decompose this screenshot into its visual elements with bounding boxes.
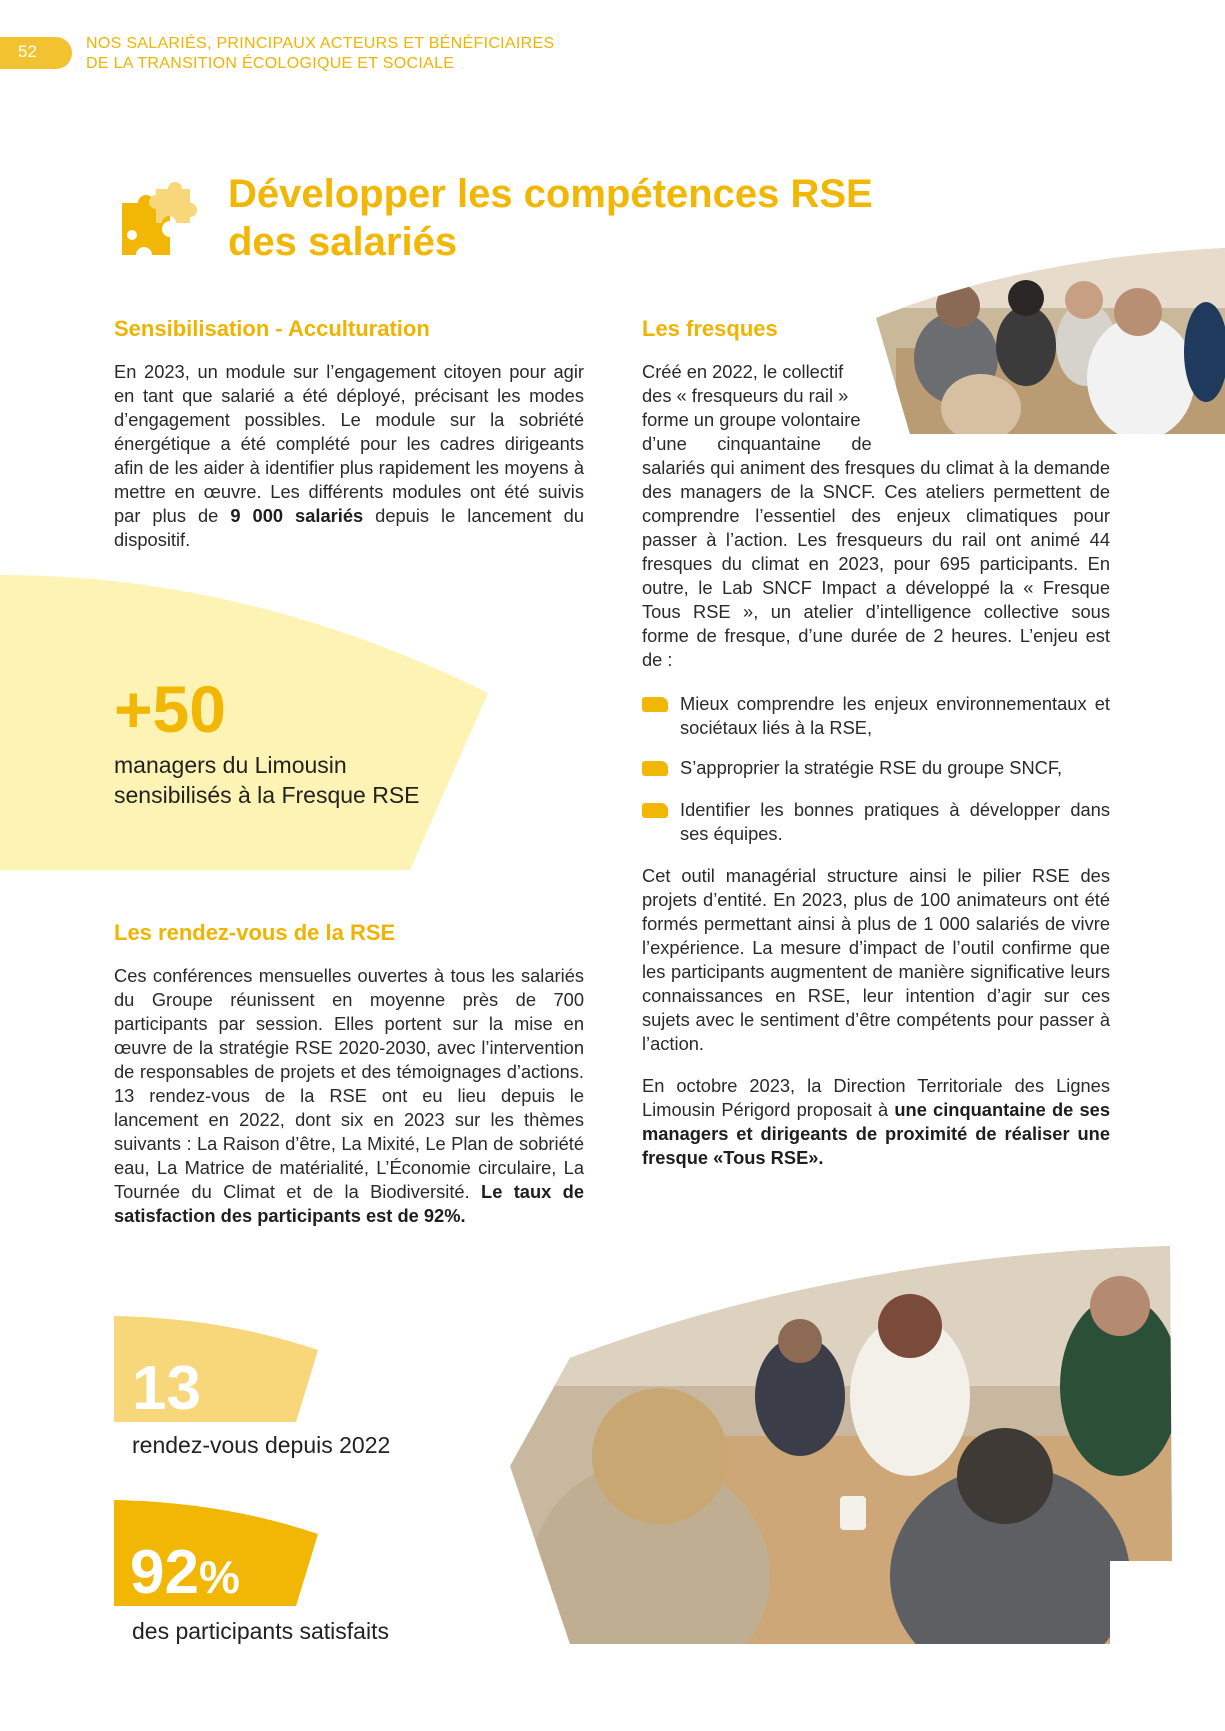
list-item: Mieux comprendre les enjeux environnementaux et sociétaux liés à la RSE, [642,692,1110,740]
page-title [228,170,873,266]
title-line2: des salariés [228,220,458,264]
puzzle-icon [112,175,198,261]
fresques-intro [642,360,912,456]
title-line1: Développer les compétences RSE [228,172,873,216]
running-head-line2: DE LA TRANSITION ÉCOLOGIQUE ET SOCIALE [86,55,455,72]
workshop-photo-bottom [510,1246,1175,1646]
page-number: 52 [18,42,37,61]
rendezvous-body: Ces conférences mensuelles ouvertes à tous les salariés du Groupe réunissent en moyenne près de 700 participants par session. Elles portent sur la mise en œuvre de la stratégie RSE 2020-2030, avec l’intervention de responsables de projets et des témoignages d’actions. 13 rendez-vous de la RSE ont eu lieu depuis le lancement en 2022, dont six en 2023 sur les thèmes suivants : La Raison d’être, La Mixité, Le Plan de sobriété eau, La Matrice de matérialité, L’Économie circulaire, La Tournée du Climat et de la Biodiversité. [114,965,584,1202]
stat-managers-caption-line1: managers du Limousin [114,752,347,778]
fresques-para3-bold: une cinquantaine de ses managers et dirigeants de proximité de réaliser une fresque «Tous RSE». [642,1099,1110,1168]
list-item: Identifier les bonnes pratiques à développer dans ses équipes. [642,798,1110,846]
workshop-photo-top [876,248,1225,434]
fresques-intro-line1: Créé en 2022, le collectif [642,361,844,382]
stat-managers-value: +50 [114,672,226,746]
rendezvous-heading: Les rendez-vous de la RSE [114,920,396,945]
rendezvous-text [114,964,584,1228]
stat-92-unit: % [198,1551,240,1603]
fresques-para3-start: En octobre 2023, la Direction Territoriale des Lignes Limousin Périgord proposait à [642,1075,1110,1120]
rendezvous-bold: Le taux de satisfaction des participants est de 92%. [114,1181,584,1226]
fresques-intro-line4: d’une cinquantaine de [642,433,872,454]
stat-13-caption: rendez-vous depuis 2022 [132,1432,391,1458]
fresques-text: salariés qui animent des fresques du climat à la demande des managers de la SNCF. Ces ateliers permettent de comprendre l’essentiel des enjeux climatiques pour passer à l’action. Les fresqueurs du rail ont animé 44 fresques du climat en 2023, pour 695 participants. En outre, le Lab SNCF Impact a développé la « Fresque Tous RSE », un atelier d’intelligence collective sous forme de fresque, d’une durée de 2 heures. L’enjeu est de : [642,457,1110,670]
list-item: S’approprier la stratégie RSE du groupe SNCF, [642,756,1110,780]
sensibilisation-text [114,360,584,552]
stat-managers-caption-line2: sensibilisés à la Fresque RSE [114,782,420,808]
stat-92-caption: des participants satisfaits [132,1618,389,1644]
stat-13-value: 13 [132,1354,201,1423]
stat-92-value [130,1540,240,1610]
fresques-para3 [642,1074,1110,1170]
sensibilisation-body: En 2023, un module sur l’engagement citoyen pour agir en tant que salarié a été déployé, précisant les modes d’engagement possibles. Le module sur la sobriété énergétique a été complété pour les cadres dirigeants afin de les aider à identifier plus rapidement les moyens à mettre en œuvre. Les différents modules ont été suivis par plus de [114,361,584,526]
fresques-intro-line2: des « fresqueurs du rail » [642,385,849,406]
fresques-bullets [642,692,1110,862]
stat-managers-caption [114,750,420,810]
running-head [86,34,554,74]
fresques-para2: Cet outil managérial structure ainsi le pilier RSE des projets d’entité. En 2023, plus de 100 animateurs ont été formés permettant ainsi à plus de 1 000 salariés de vivre l’expérience. La mesure d’impact de l’outil confirme que les participants augmentent de manière significative leurs connaissances en RSE, leur intention d’agir sur ces sujets avec le sentiment d’être compétents pour passer à l’action. [642,865,1110,1054]
fresques-intro-line3: forme un groupe volontaire [642,409,861,430]
running-head-line1: NOS SALARIÉS, PRINCIPAUX ACTEURS ET BÉNÉFICIAIRES [86,35,555,52]
stat-92-number: 92 [130,1538,199,1607]
sensibilisation-bold: 9 000 salariés [230,505,364,526]
fresques-heading: Les fresques [642,316,778,341]
stat-band-background [0,575,490,870]
sensibilisation-body-end: depuis le lancement du dispositif. [114,505,584,550]
sensibilisation-heading: Sensibilisation - Acculturation [114,316,430,341]
